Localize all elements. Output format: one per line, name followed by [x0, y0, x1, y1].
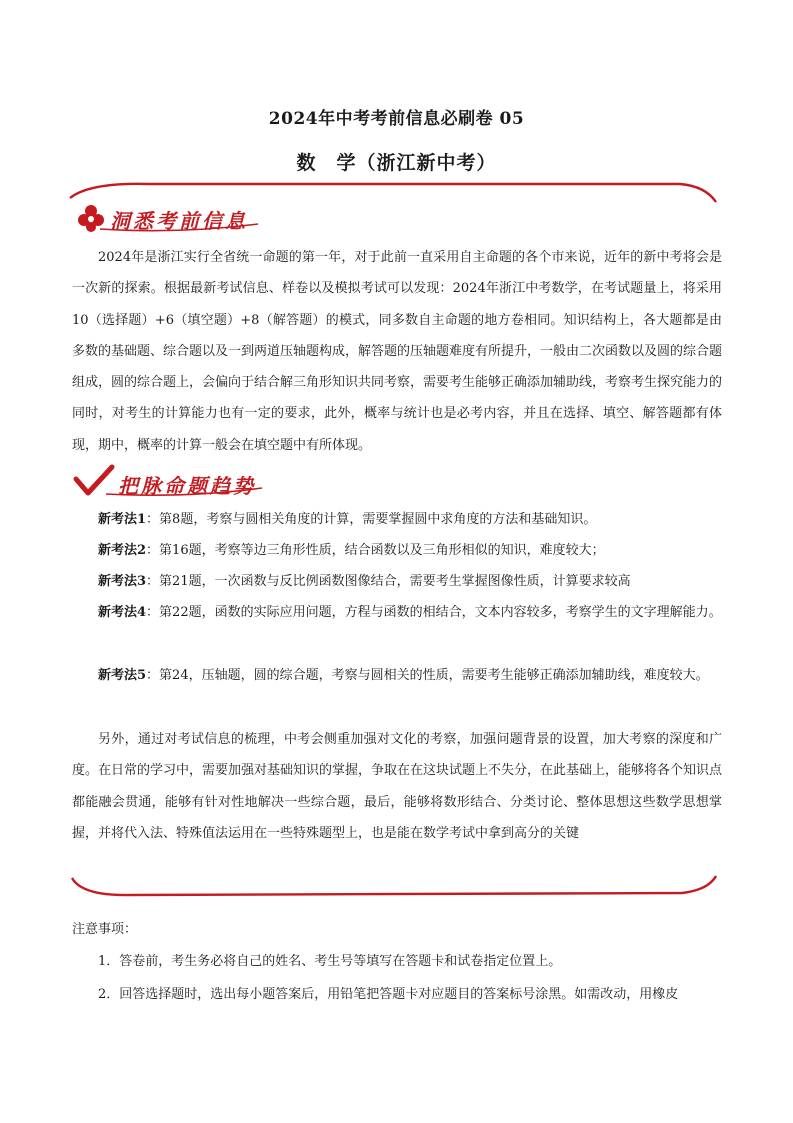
- trend-item: [72, 504, 722, 536]
- trend-item: [72, 597, 722, 629]
- exam-info-paragraph: 2024年是浙江实行全省统一命题的第一年，对于此前一直采用自主命题的各个市来说，近年的新中考将会是一次新的探索。根据最新考试信息、样卷以及模拟考试可以发现：2024年浙江中考数学，在考试题量上，将采用10（选择题）+6（填空题）+8（解答题）的模式，同多数自主命题的地方卷相同。知识结构上，各大题都是由多数的基础题、综合题以及一到两道压轴题构成，解答题的压轴题难度有所提升，一般由二次函数以及圆的综合题组成，圆的综合题上，会偏向于结合解三角形知识共同考察，需要考生能够正确添加辅助线，考察考生探究能力的同时，对考生的计算能力也有一定的要求，此外，概率与统计也是必考内容，并且在选择、填空、解答题都有体现，期中，概率的计算一般会在填空题中有所体现。: [72, 250, 723, 453]
- trend-item: [72, 566, 722, 598]
- note-item: 1．答卷前，考生务必将自己的姓名、考生号等填写在答题卡和试卷指定位置上。: [98, 954, 562, 969]
- note-item: 2．回答选择题时，选出每小题答案后，用铅笔把答题卡对应题目的答案标号涂黑。如需改动，用橡皮: [98, 987, 679, 1002]
- trend-text: ：第16题，考察等边三角形性质，结合函数以及三角形相似的知识，难度较大；: [146, 543, 605, 558]
- trend-text: ：第22题，函数的实际应用问题，方程与函数的相结合，文本内容较多，考察学生的文字理解能力。: [146, 605, 722, 620]
- checkmark-icon: [72, 463, 116, 499]
- trend-text: ：第24，压轴题，圆的综合题，考察与圆相关的性质，需要考生能够正确添加辅助线，难度较大。: [146, 668, 709, 683]
- trend-label: 新考法4: [98, 605, 147, 620]
- trend-item: [72, 660, 722, 692]
- trend-text: ：第8题，考察与圆相关角度的计算，需要掌握圆中求角度的方法和基础知识。: [146, 512, 597, 527]
- section-title-exam-info: 洞悉考前信息: [110, 209, 248, 233]
- flower-icon: [76, 203, 106, 233]
- trend-item: [72, 535, 722, 567]
- trends-closing-paragraph: 另外，通过对考试信息的梳理，中考会侧重加强对文化的考察，加强问题背景的设置，加大考察的深度和广度。在日常的学习中，需要加强对基础知识的掌握，争取在在这块试题上不失分，在此基础上，能够将各个知识点都能融会贯通，能够有针对性地解决一些综合题，最后，能够将数形结合、分类讨论、整体思想这些数学思想掌握，并将代入法、特殊值法运用在一些特殊题型上，也是能在数学考试中拿到高分的关键: [72, 732, 723, 841]
- section-title-trends: 把脉命题趋势: [118, 474, 256, 498]
- trend-label: 新考法1: [98, 512, 147, 527]
- notes-heading: 注意事项：: [72, 922, 138, 937]
- trend-label: 新考法3: [98, 574, 147, 589]
- trend-label: 新考法2: [98, 543, 147, 558]
- trend-text: ：第21题，一次函数与反比例函数图像结合，需要考生掌握图像性质，计算要求较高: [146, 574, 631, 589]
- document-subtitle: 数 学（浙江新中考）: [296, 152, 497, 174]
- trend-label: 新考法5: [98, 668, 147, 683]
- document-title: 2024年中考考前信息必刷卷 05: [268, 109, 525, 129]
